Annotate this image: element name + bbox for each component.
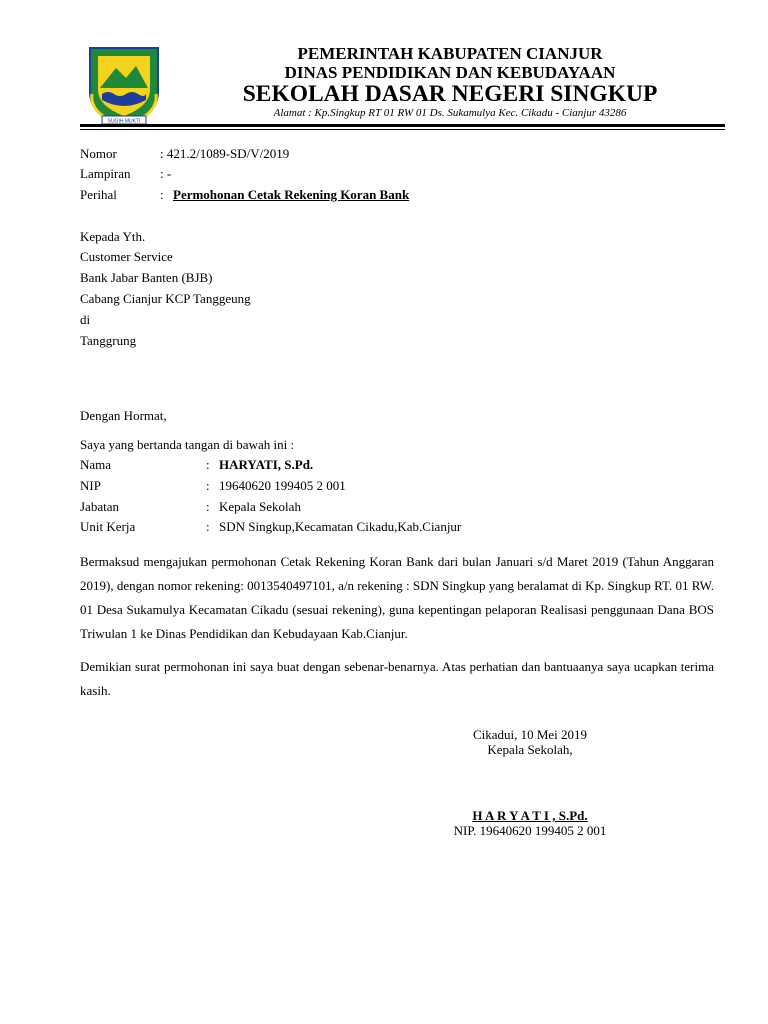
signature-place-date: Cikadui, 10 Mei 2019 [472, 727, 588, 742]
field-label: NIP [80, 478, 101, 493]
letterhead-department: DINAS PENDIDIKAN DAN KEBUDAYAAN [284, 63, 616, 82]
field-colon: : [206, 457, 210, 472]
recipient-line-2: Customer Service [80, 249, 173, 264]
nomor-value: : 421.2/1089-SD/V/2019 [160, 146, 290, 161]
intro-line: Saya yang bertanda tangan di bawah ini : [80, 437, 295, 452]
letterhead-divider-thin [80, 129, 725, 130]
perihal-value: Permohonan Cetak Rekening Koran Bank [173, 187, 410, 202]
body-paragraph-request: Bermaksud mengajukan permohonan Cetak Rekening Koran Bank dari bulan Januari s/d Maret 2019 (Tahun Anggaran 2019), dengan nomor rekening: 0013540497101, a/n rekening : SDN Singkup yang beralamat di Kp. Singkup RT. 01 RW. 01 Desa Sukamulya Kecamatan Cikadu (sesuai rekening), guna kepentingan pelaporan Realisasi penggunaan Dana BOS Triwulan 1 ke Dinas Pendidikan dan Kebudayaan Kab.Cianjur. [80, 554, 714, 641]
recipient-line-5: di [80, 312, 91, 327]
recipient-line-1: Kepada Yth. [80, 229, 146, 244]
letterhead-government: PEMERINTAH KABUPATEN CIANJUR [297, 44, 603, 63]
field-label: Unit Kerja [80, 519, 136, 534]
field-colon: : [206, 478, 210, 493]
field-colon: : [206, 519, 210, 534]
perihal-label: Perihal [80, 187, 117, 202]
lampiran-label: Lampiran [80, 166, 131, 181]
field-value-name: HARYATI, S.Pd. [219, 457, 314, 472]
letterhead-address: Alamat : Kp.Singkup RT 01 RW 01 Ds. Sukamulya Kec. Cikadu - Cianjur 43286 [273, 107, 627, 119]
letterhead-divider-thick [80, 124, 725, 127]
logo-ribbon-text: SUGIH MUKTI [107, 118, 141, 125]
lampiran-value: : - [160, 166, 172, 181]
field-value-position: Kepala Sekolah [219, 499, 301, 514]
signature-nip: NIP. 19640620 199405 2 001 [453, 823, 607, 838]
nomor-label: Nomor [80, 146, 117, 161]
field-value-nip: 19640620 199405 2 001 [219, 478, 346, 493]
signature-name: H A R Y A T I , S.Pd. [472, 808, 588, 823]
field-colon: : [206, 499, 210, 514]
recipient-line-4: Cabang Cianjur KCP Tanggeung [80, 291, 251, 306]
letterhead-school-name: SEKOLAH DASAR NEGERI SINGKUP [242, 81, 658, 107]
recipient-line-3: Bank Jabar Banten (BJB) [80, 270, 213, 285]
perihal-colon: : [160, 187, 164, 202]
field-label: Jabatan [80, 499, 119, 514]
field-label: Nama [80, 457, 112, 472]
recipient-line-6: Tanggrung [80, 333, 137, 348]
signature-position: Kepala Sekolah, [487, 742, 573, 757]
body-paragraph-closing: Demikian surat permohonan ini saya buat dengan sebenar-benarnya. Atas perhatian dan bantuaanya saya ucapkan terima kasih. [80, 659, 714, 698]
cianjur-regency-crest-icon [84, 42, 164, 128]
greeting: Dengan Hormat, [80, 408, 167, 423]
field-value-unit: SDN Singkup,Kecamatan Cikadu,Kab.Cianjur [219, 519, 462, 534]
